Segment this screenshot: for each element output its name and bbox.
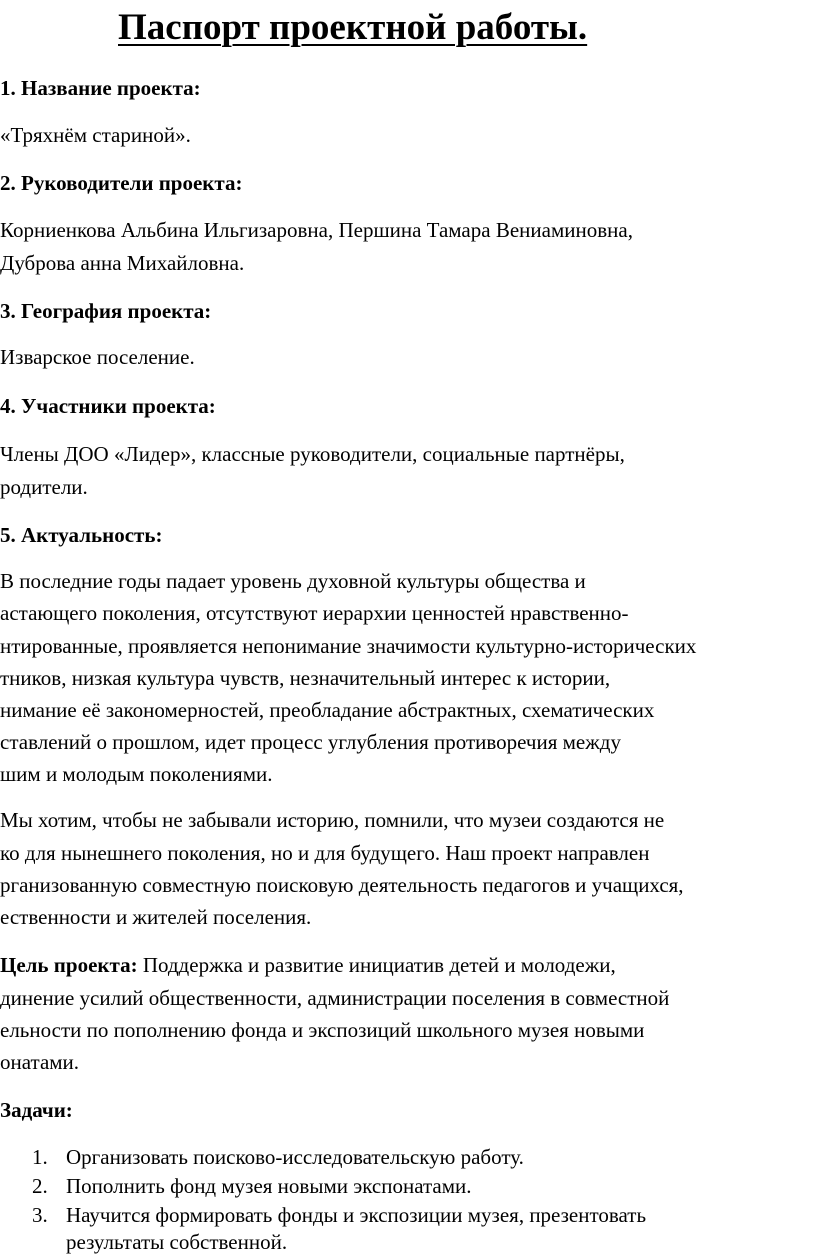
- section-heading-participants: 4. Участники проекта:: [0, 394, 216, 418]
- task-text: Научится формировать фонды и экспозиции музея, презентовать: [66, 1203, 647, 1227]
- section-heading-name: 1. Название проекта:: [0, 76, 201, 100]
- intent-text-line: ественности и жителей поселения.: [0, 905, 312, 929]
- goal-text-line: динение усилий общественности, администрации поселения в совместной: [0, 986, 670, 1010]
- goal-label: Цель проекта:: [0, 953, 138, 977]
- relevance-text-line: астающего поколения, отсутствуют иерархии ценностей нравственно-: [0, 601, 629, 625]
- section-heading-leaders: 2. Руководители проекта:: [0, 171, 243, 195]
- task-item: [32, 1202, 646, 1228]
- goal-line: [0, 952, 616, 978]
- leaders-text-line: Дуброва анна Михайловна.: [0, 251, 245, 275]
- relevance-text-line: В последние годы падает уровень духовной культуры общества и: [0, 569, 586, 593]
- page-title: Паспорт проектной работы.: [118, 7, 588, 48]
- task-number: 2.: [32, 1174, 48, 1198]
- goal-text-line: ельности по пополнению фонда и экспозиций школьного музея новыми: [0, 1018, 645, 1042]
- task-text: Пополнить фонд музея новыми экспонатами.: [66, 1174, 472, 1198]
- participants-text-line: родители.: [0, 475, 88, 499]
- relevance-text-line: шим и молодым поколениями.: [0, 762, 273, 786]
- task-item: [32, 1144, 524, 1170]
- task-text: Организовать поисково-исследовательскую работу.: [66, 1145, 524, 1169]
- goal-text-first: Поддержка и развитие инициатив детей и молодежи,: [142, 953, 616, 977]
- relevance-text-line: нтированные, проявляется непонимание значимости культурно-исторических: [0, 634, 697, 658]
- geography-text: Изварское поселение.: [0, 345, 195, 369]
- goal-text-line: онатами.: [0, 1050, 80, 1074]
- leaders-text-line: Корниенкова Альбина Ильгизаровна, Першина Тамара Вениаминовна,: [0, 218, 633, 242]
- intent-text-line: рганизованную совместную поисковую деятельность педагогов и учащихся,: [0, 873, 684, 897]
- intent-text-line: Мы хотим, чтобы не забывали историю, помнили, что музеи создаются не: [0, 808, 665, 832]
- intent-text-line: ко для нынешнего поколения, но и для будущего. Наш проект направлен: [0, 841, 650, 865]
- tasks-label: Задачи:: [0, 1098, 73, 1122]
- task-continuation: результаты собственной.: [66, 1230, 288, 1254]
- relevance-text-line: нимание её закономерностей, преобладание абстрактных, схематических: [0, 698, 655, 722]
- section-heading-relevance: 5. Актуальность:: [0, 523, 163, 547]
- task-number: 1.: [32, 1145, 48, 1169]
- task-number: 3.: [32, 1203, 48, 1227]
- task-item: [32, 1173, 472, 1199]
- participants-text-line: Члены ДОО «Лидер», классные руководители, социальные партнёры,: [0, 442, 625, 466]
- relevance-text-line: тников, низкая культура чувств, незначительный интерес к истории,: [0, 666, 611, 690]
- project-name-text: «Тряхнём стариной».: [0, 123, 191, 147]
- section-heading-geography: 3. География проекта:: [0, 299, 212, 323]
- relevance-text-line: ставлений о прошлом, идет процесс углубления противоречия между: [0, 730, 621, 754]
